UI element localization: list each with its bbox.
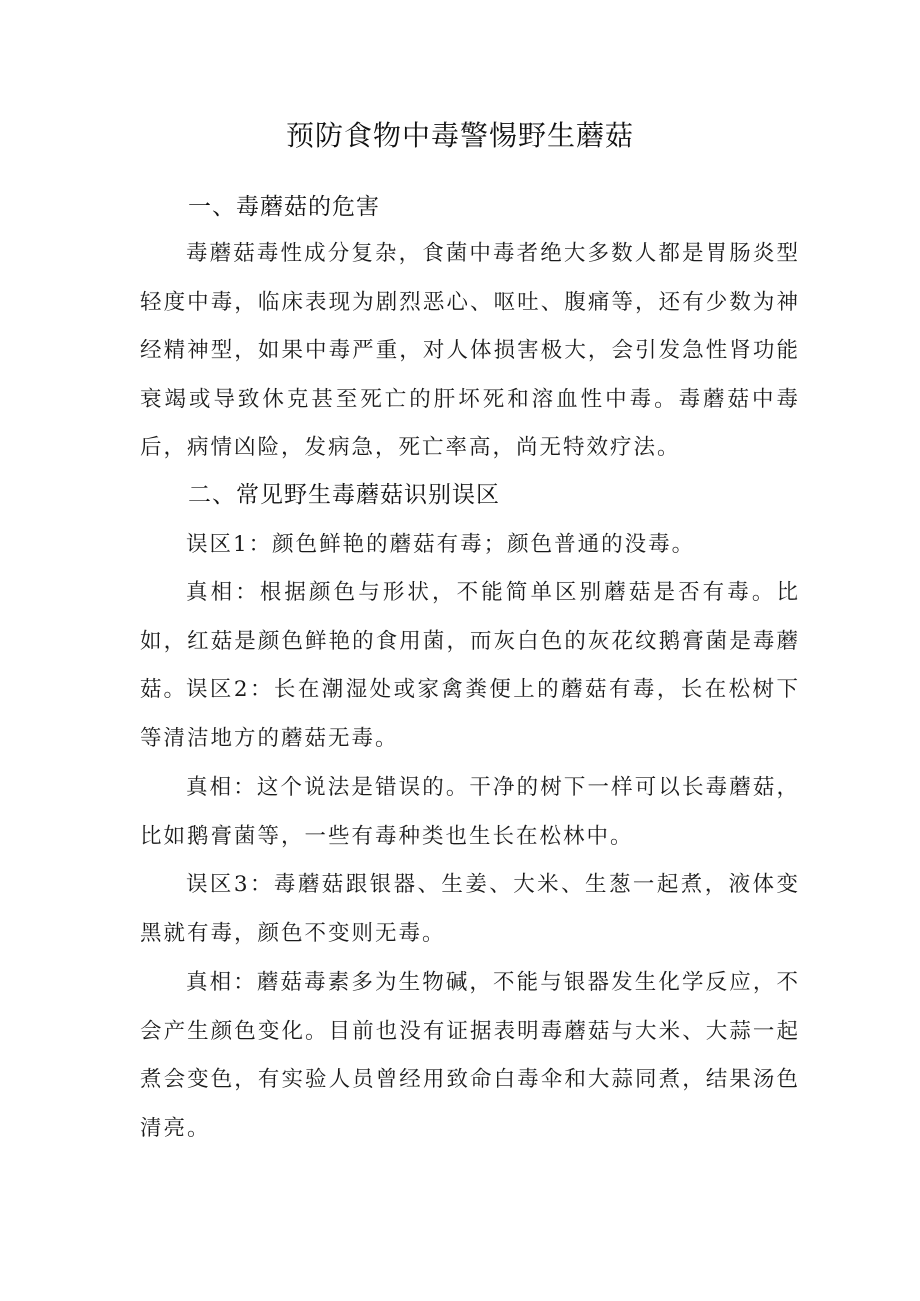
paragraph-myth-1: 误区1：颜色鲜艳的蘑菇有毒；颜色普通的没毒。 xyxy=(186,532,696,557)
paragraph-truth-2: 真相：这个说法是错误的。干净的树下一样可以长毒蘑菇，比如鹅膏菌等，一些有毒种类也生长在松林中。 xyxy=(140,775,800,849)
paragraph-hazards: 毒蘑菇毒性成分复杂，食菌中毒者绝大多数人都是胃肠炎型轻度中毒，临床表现为剧烈恶心、呕吐、腹痛等，还有少数为神经精神型，如果中毒严重，对人体损害极大，会引发急性肾功能衰竭或导致休克甚至死亡的肝坏死和溶血性中毒。毒蘑菇中毒后，病情凶险，发病急，死亡率高，尚无特效疗法。 xyxy=(140,241,800,460)
paragraph-myth-2: 误区2：长在潮湿处或家禽粪便上的蘑菇有毒，长在松树下等清洁地方的蘑菇无毒。 xyxy=(140,677,800,751)
paragraph-myth-3: 误区3：毒蘑菇跟银器、生姜、大米、生葱一起煮，液体变黑就有毒，颜色不变则无毒。 xyxy=(140,872,800,946)
document-title: 预防食物中毒警惕野生蘑菇 xyxy=(285,119,634,152)
paragraph-truth-3: 真相：蘑菇毒素多为生物碱，不能与银器发生化学反应，不会产生颜色变化。目前也没有证据表明毒蘑菇与大米、大蒜一起煮会变色，有实验人员曾经用致命白毒伞和大蒜同煮，结果汤色清亮。 xyxy=(140,970,800,1141)
section-heading-misconceptions: 二、常见野生毒蘑菇识别误区 xyxy=(188,482,500,508)
paragraph-truth-1: 真相：根据颜色与形状，不能简单区别蘑菇是否有毒。比如，红菇是颜色鲜艳的食用菌，而灰白色的灰花纹鹅膏菌是毒蘑菇。 xyxy=(140,580,800,702)
section-heading-hazards: 一、毒蘑菇的危害 xyxy=(188,194,380,220)
